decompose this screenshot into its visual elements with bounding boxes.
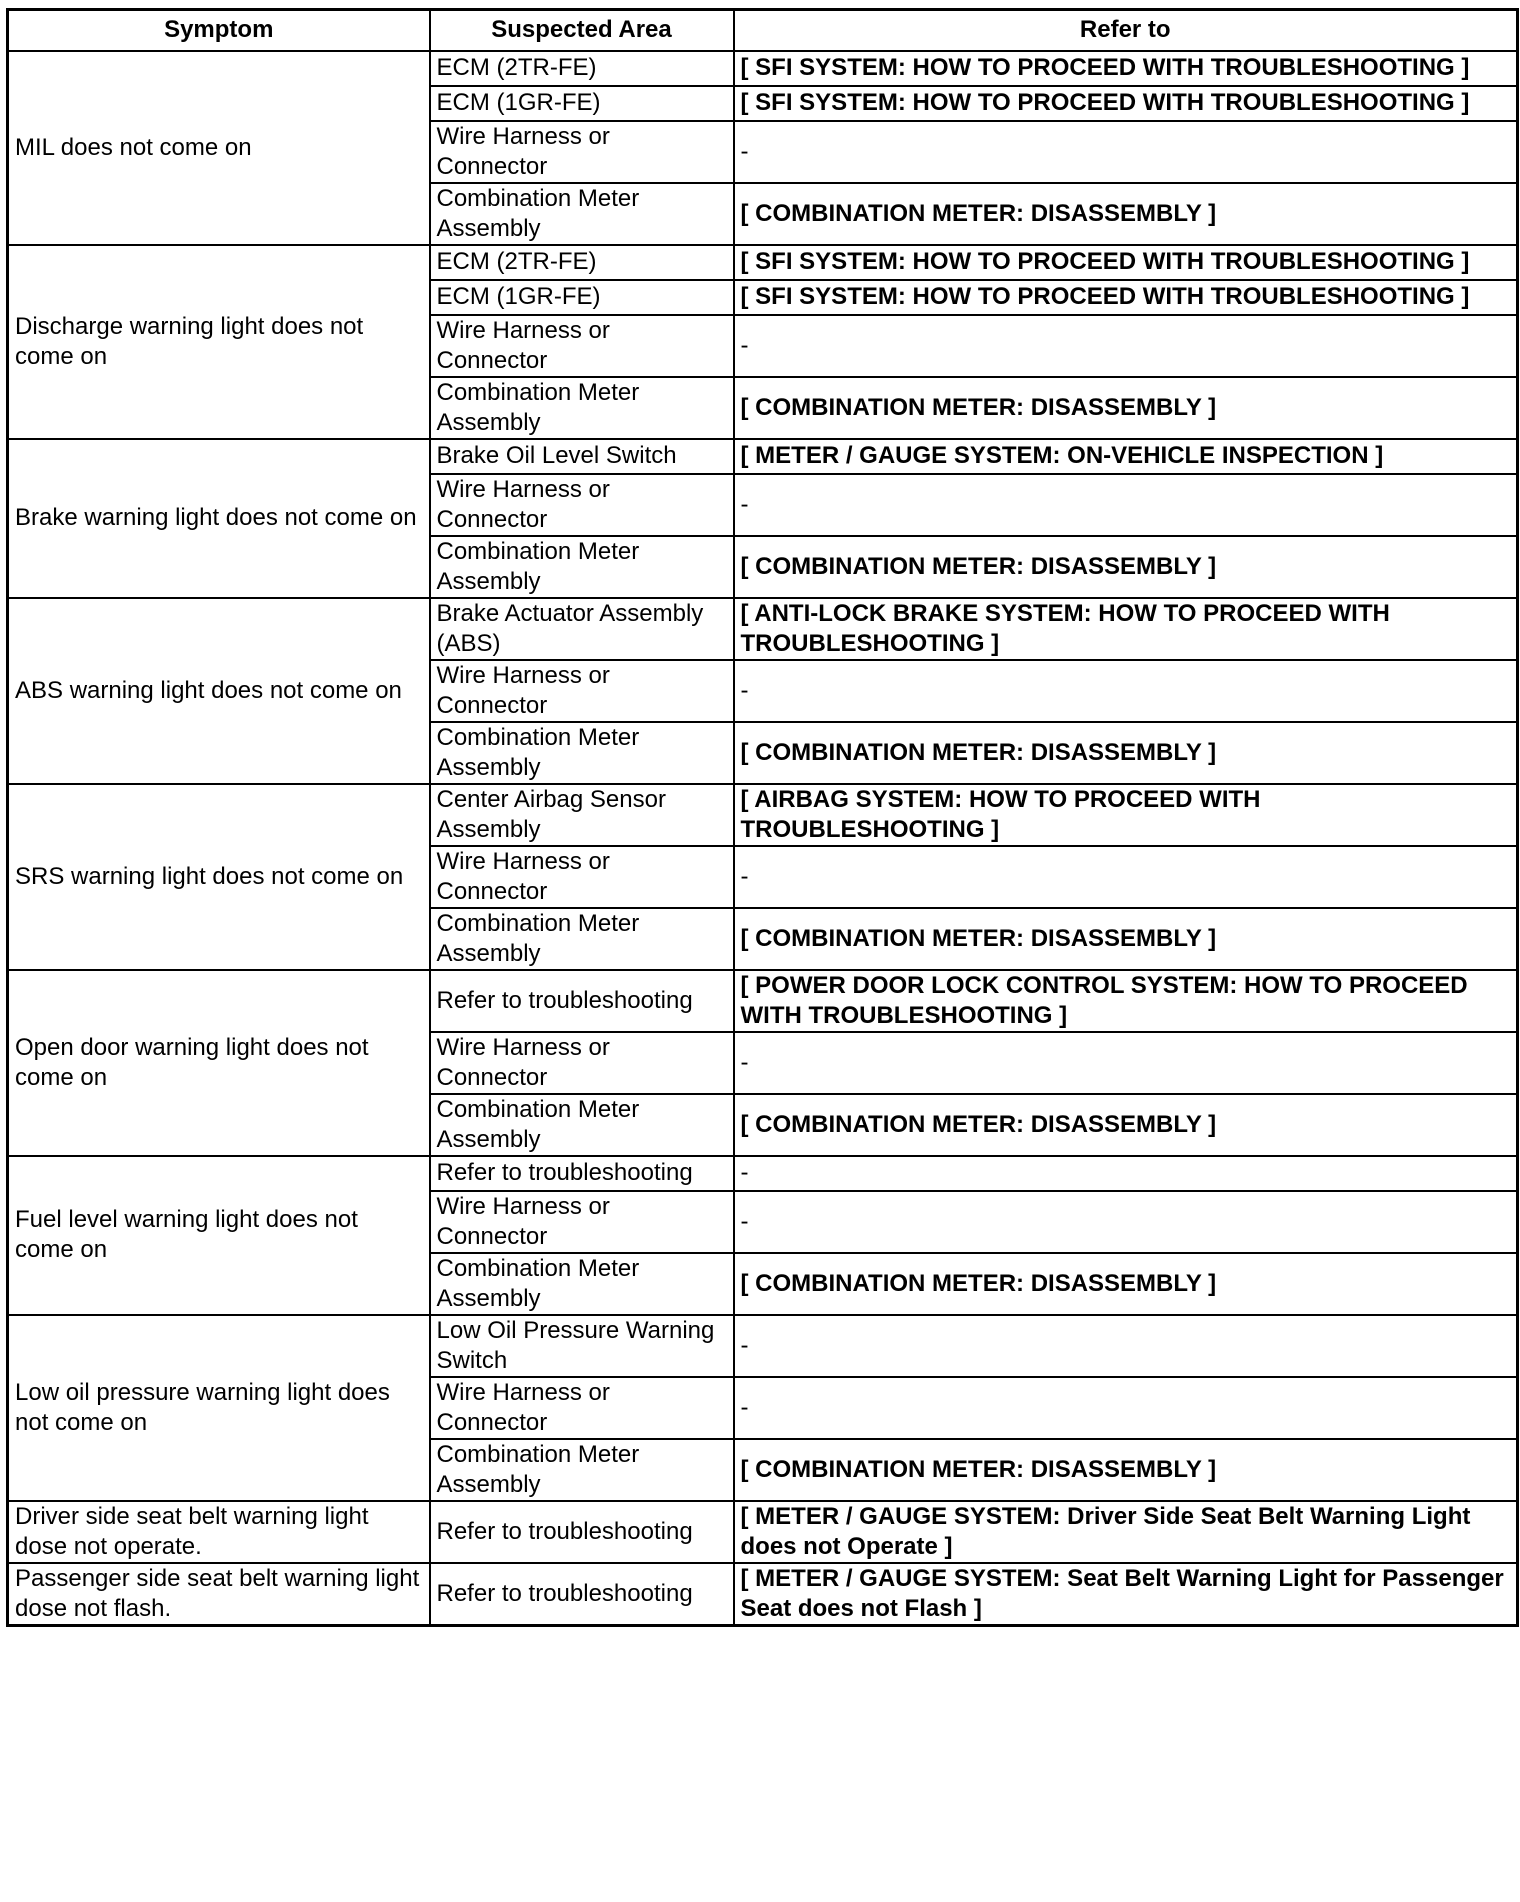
table-row	[8, 439, 1518, 474]
header-row	[8, 10, 1518, 51]
refer-to-cell[interactable]: [ METER / GAUGE SYSTEM: Seat Belt Warning Light for Passenger Seat does not Flash ]	[734, 1563, 1518, 1626]
suspected-area-cell: Wire Harness or Connector	[430, 474, 734, 536]
symptom-cell: Passenger side seat belt warning light dose not flash.	[8, 1563, 430, 1626]
suspected-area-cell: Combination Meter Assembly	[430, 536, 734, 598]
suspected-area-cell: Wire Harness or Connector	[430, 660, 734, 722]
suspected-area-cell: ECM (2TR-FE)	[430, 51, 734, 86]
suspected-area-cell: ECM (1GR-FE)	[430, 86, 734, 121]
suspected-area-cell: Low Oil Pressure Warning Switch	[430, 1315, 734, 1377]
refer-to-cell: -	[734, 1032, 1518, 1094]
refer-to-cell[interactable]: [ COMBINATION METER: DISASSEMBLY ]	[734, 1253, 1518, 1315]
suspected-area-cell: Refer to troubleshooting	[430, 1563, 734, 1626]
suspected-area-cell: Wire Harness or Connector	[430, 1191, 734, 1253]
suspected-area-cell: Brake Actuator Assembly (ABS)	[430, 598, 734, 660]
suspected-area-cell: ECM (2TR-FE)	[430, 245, 734, 280]
refer-to-cell[interactable]: [ AIRBAG SYSTEM: HOW TO PROCEED WITH TROUBLESHOOTING ]	[734, 784, 1518, 846]
suspected-area-cell: Wire Harness or Connector	[430, 315, 734, 377]
suspected-area-cell: Center Airbag Sensor Assembly	[430, 784, 734, 846]
refer-to-cell: -	[734, 1156, 1518, 1191]
refer-to-cell[interactable]: [ COMBINATION METER: DISASSEMBLY ]	[734, 536, 1518, 598]
symptom-cell: Brake warning light does not come on	[8, 439, 430, 598]
suspected-area-cell: Combination Meter Assembly	[430, 1439, 734, 1501]
refer-to-cell[interactable]: [ COMBINATION METER: DISASSEMBLY ]	[734, 908, 1518, 970]
refer-to-cell: -	[734, 121, 1518, 183]
suspected-area-cell: Wire Harness or Connector	[430, 1032, 734, 1094]
table-row	[8, 598, 1518, 660]
refer-to-cell[interactable]: [ COMBINATION METER: DISASSEMBLY ]	[734, 1094, 1518, 1156]
symptom-cell: Driver side seat belt warning light dose not operate.	[8, 1501, 430, 1563]
refer-to-cell[interactable]: [ COMBINATION METER: DISASSEMBLY ]	[734, 183, 1518, 245]
suspected-area-cell: Combination Meter Assembly	[430, 1094, 734, 1156]
table-row	[8, 1501, 1518, 1563]
symptom-cell: MIL does not come on	[8, 51, 430, 245]
table-row	[8, 970, 1518, 1032]
refer-to-cell[interactable]: [ SFI SYSTEM: HOW TO PROCEED WITH TROUBLESHOOTING ]	[734, 245, 1518, 280]
refer-to-cell[interactable]: [ SFI SYSTEM: HOW TO PROCEED WITH TROUBLESHOOTING ]	[734, 280, 1518, 315]
header-suspected-area: Suspected Area	[430, 10, 734, 51]
refer-to-cell[interactable]: [ COMBINATION METER: DISASSEMBLY ]	[734, 722, 1518, 784]
refer-to-cell[interactable]: [ COMBINATION METER: DISASSEMBLY ]	[734, 377, 1518, 439]
refer-to-cell[interactable]: [ METER / GAUGE SYSTEM: Driver Side Seat Belt Warning Light does not Operate ]	[734, 1501, 1518, 1563]
table-body	[8, 51, 1518, 1626]
suspected-area-cell: Brake Oil Level Switch	[430, 439, 734, 474]
symptom-cell: Low oil pressure warning light does not come on	[8, 1315, 430, 1501]
suspected-area-cell: Wire Harness or Connector	[430, 1377, 734, 1439]
refer-to-cell: -	[734, 1315, 1518, 1377]
refer-to-cell: -	[734, 846, 1518, 908]
suspected-area-cell: ECM (1GR-FE)	[430, 280, 734, 315]
refer-to-cell[interactable]: [ SFI SYSTEM: HOW TO PROCEED WITH TROUBLESHOOTING ]	[734, 51, 1518, 86]
refer-to-cell: -	[734, 1191, 1518, 1253]
suspected-area-cell: Combination Meter Assembly	[430, 908, 734, 970]
symptom-cell: Fuel level warning light does not come on	[8, 1156, 430, 1315]
table-row	[8, 51, 1518, 86]
refer-to-cell: -	[734, 315, 1518, 377]
symptom-cell: SRS warning light does not come on	[8, 784, 430, 970]
suspected-area-cell: Wire Harness or Connector	[430, 121, 734, 183]
suspected-area-cell: Refer to troubleshooting	[430, 1156, 734, 1191]
table-row	[8, 784, 1518, 846]
symptom-cell: Open door warning light does not come on	[8, 970, 430, 1156]
header-refer-to: Refer to	[734, 10, 1518, 51]
troubleshooting-table	[6, 8, 1519, 1627]
refer-to-cell: -	[734, 1377, 1518, 1439]
table-row	[8, 1156, 1518, 1191]
suspected-area-cell: Refer to troubleshooting	[430, 970, 734, 1032]
refer-to-cell[interactable]: [ METER / GAUGE SYSTEM: ON-VEHICLE INSPECTION ]	[734, 439, 1518, 474]
symptom-cell: Discharge warning light does not come on	[8, 245, 430, 439]
suspected-area-cell: Refer to troubleshooting	[430, 1501, 734, 1563]
table-row	[8, 245, 1518, 280]
suspected-area-cell: Wire Harness or Connector	[430, 846, 734, 908]
header-symptom: Symptom	[8, 10, 430, 51]
suspected-area-cell: Combination Meter Assembly	[430, 183, 734, 245]
table-row	[8, 1563, 1518, 1626]
table-row	[8, 1315, 1518, 1377]
symptom-cell: ABS warning light does not come on	[8, 598, 430, 784]
refer-to-cell[interactable]: [ COMBINATION METER: DISASSEMBLY ]	[734, 1439, 1518, 1501]
refer-to-cell[interactable]: [ ANTI-LOCK BRAKE SYSTEM: HOW TO PROCEED WITH TROUBLESHOOTING ]	[734, 598, 1518, 660]
suspected-area-cell: Combination Meter Assembly	[430, 722, 734, 784]
refer-to-cell[interactable]: [ SFI SYSTEM: HOW TO PROCEED WITH TROUBLESHOOTING ]	[734, 86, 1518, 121]
suspected-area-cell: Combination Meter Assembly	[430, 377, 734, 439]
suspected-area-cell: Combination Meter Assembly	[430, 1253, 734, 1315]
refer-to-cell: -	[734, 474, 1518, 536]
refer-to-cell: -	[734, 660, 1518, 722]
troubleshooting-table-wrapper	[6, 8, 1516, 1627]
refer-to-cell[interactable]: [ POWER DOOR LOCK CONTROL SYSTEM: HOW TO PROCEED WITH TROUBLESHOOTING ]	[734, 970, 1518, 1032]
